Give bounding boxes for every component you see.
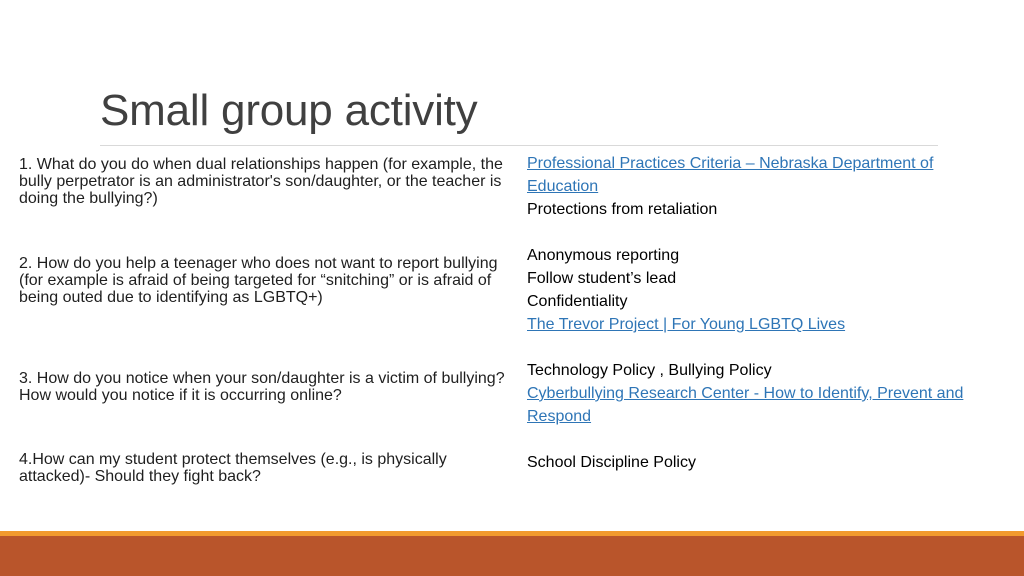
confidentiality-text: Confidentiality xyxy=(527,293,628,310)
anonymous-reporting-text: Anonymous reporting xyxy=(527,247,680,264)
resources-column xyxy=(527,152,987,474)
title-divider xyxy=(100,145,938,146)
follow-lead-text: Follow student’s lead xyxy=(527,270,677,287)
school-discipline-text: School Discipline Policy xyxy=(527,454,696,471)
question-2: 2. How do you help a teenager who does not want to report bullying (for example is afraid of being targeted for “snitching” or is afraid of being outed due to identifying as LGBTQ+) xyxy=(19,255,498,306)
spacer xyxy=(527,336,987,359)
protections-text: Protections from retaliation xyxy=(527,201,718,218)
question-3: 3. How do you notice when your son/daughter is a victim of bullying? How would you notice if it is occurring online? xyxy=(19,370,505,404)
slide-title: Small group activity xyxy=(100,86,478,135)
spacer xyxy=(527,221,987,244)
cyberbullying-center-link[interactable]: Cyberbullying Research Center - How to Identify, Prevent and Respond xyxy=(527,385,964,425)
nebraska-criteria-link[interactable]: Professional Practices Criteria – Nebraska Department of Education xyxy=(527,155,934,195)
footer-band xyxy=(0,536,1024,576)
spacer xyxy=(527,428,987,451)
trevor-project-link[interactable]: The Trevor Project | For Young LGBTQ Lives xyxy=(527,316,846,333)
technology-policy-text: Technology Policy , Bullying Policy xyxy=(527,362,772,379)
question-1: 1. What do you do when dual relationships happen (for example, the bully perpetrator is an administrator's son/daughter, or the teacher is doing the bullying?) xyxy=(19,156,503,207)
question-4: 4.How can my student protect themselves (e.g., is physically attacked)- Should they fight back? xyxy=(19,451,447,485)
